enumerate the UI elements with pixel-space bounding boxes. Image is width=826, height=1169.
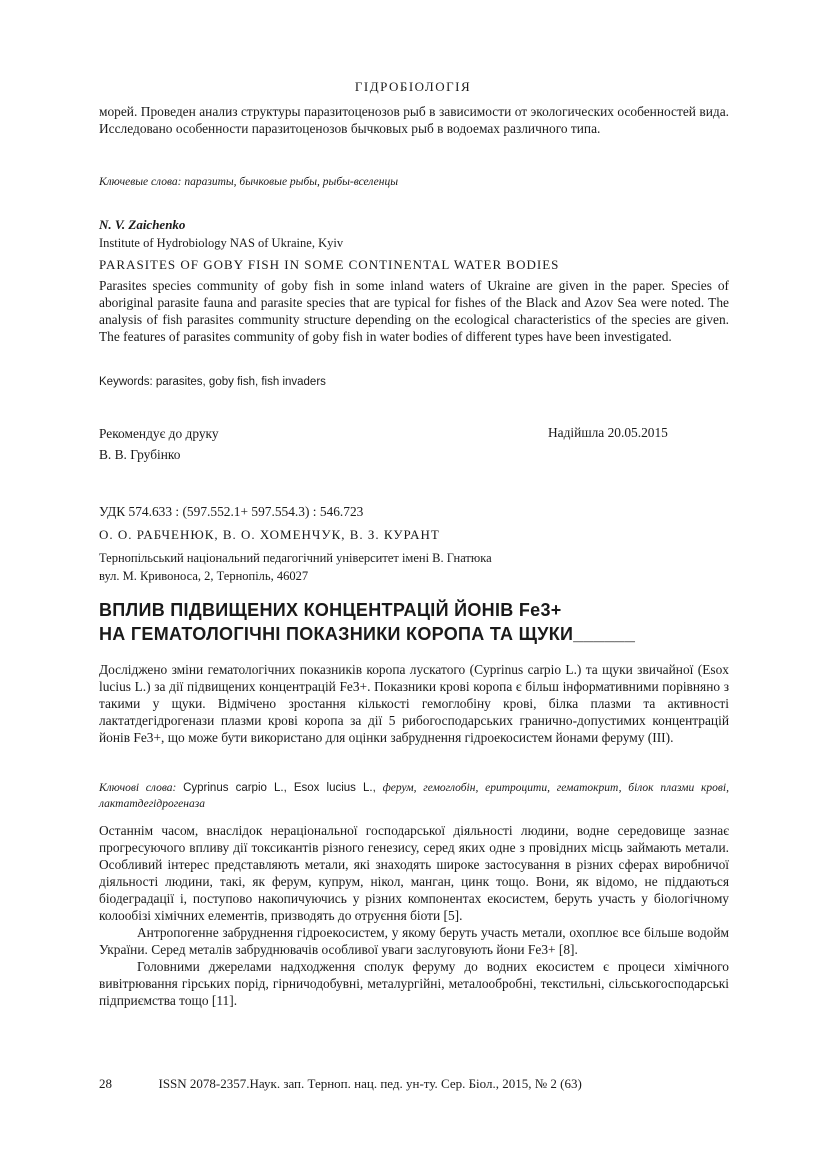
- body-paragraph-2: Антропогенне забруднення гідроекосистем, у якому беруть участь метали, охоплює все більше водойм України. Серед металів забруднювачів особливої уваги заслуговують йони Fe3+ [8].: [99, 925, 729, 957]
- article-title-line2: НА ГЕМАТОЛОГІЧНІ ПОКАЗНИКИ КОРОПА ТА ЩУКИ______: [99, 624, 636, 644]
- article-affiliation-2: вул. М. Кривоноса, 2, Тернопіль, 46027: [99, 569, 309, 583]
- body-paragraph-3: Головними джерелами надходження сполук феруму до водних екосистем є процеси хімічного вивітрювання гірських порід, гірничодобувні, металургійні, металообробні, текстильні, сільськогосподарські підприємства тощо [11].: [99, 959, 729, 1008]
- running-header: ГІДРОБІОЛОГІЯ: [354, 79, 472, 94]
- received-date: Надійшла 20.05.2015: [548, 425, 668, 440]
- article-affiliation-1: Тернопільський національний педагогічний університет імені В. Гнатюка: [99, 551, 492, 565]
- article-keywords: [99, 780, 729, 812]
- recommend-label: Рекомендує до друку: [99, 426, 219, 441]
- article-abstract: Досліджено зміни гематологічних показників коропа лускатого (Cyprinus carpio L.) та щуки звичайної (Esox lucius L.) за дії підвищених концентрацій Fe3+. Показники крові коропа є більш інформативними порівняно з такими у щуки. Відмічено зростання кількості гемоглобіну крові, білка плазми та активності лактатдегідрогенази плазми крові коропа за дії 5 рибогосподарських гранично-допустимих концентрацій йонів Fe3+, що може бути використано для оцінки забруднення гідроекосистем йонами феруму (ІІІ).: [99, 662, 729, 745]
- article-title: [99, 598, 729, 646]
- body-paragraph-1: Останнім часом, внаслідок нераціональної господарської діяльності людини, водне середовище зазнає прогресуючого впливу дії токсикантів різного генезису, серед яких одне з провідних місць займають метали. Особливий інтерес представляють метали, які знаходять широке застосування в різних сферах виробничої діяльності людини, такі, як ферум, купрум, нікол, манган, цинк тощо. Вони, як відомо, не піддаються біодеградації і, поступово накопичуючись у різних компонентах екосистем, беруть участь у біологічному колообізі хімічних елементів, призводять до отруєння біоти [5].: [99, 823, 729, 923]
- recommender: В. В. Грубінко: [99, 447, 181, 462]
- page-footer: [99, 1076, 582, 1092]
- prev-title-en: PARASITES OF GOBY FISH IN SOME CONTINENTAL WATER BODIES: [99, 257, 560, 272]
- prev-abstract-en: Parasites species community of goby fish in some inland waters of Ukraine are given in the paper. Species of aboriginal parasite fauna and parasite species that are typical for fishes of the Black and Azov Sea were noted. The analysis of fish parasites community structure depending on the ecological characteristics of the species are given. The features of parasites community of goby fish in water bodies of different types have been investigated.: [99, 278, 729, 344]
- article-authors: О. О. РАБЧЕНЮК, В. О. ХОМЕНЧУК, В. З. КУРАНТ: [99, 527, 440, 542]
- prev-author: N. V. Zaichenko: [99, 217, 186, 232]
- prev-keywords-en: Keywords: parasites, goby fish, fish invaders: [99, 376, 326, 388]
- keywords-species: Cyprinus carpio L., Esox lucius L.,: [183, 782, 376, 794]
- prev-abstract-tail: морей. Проведен анализ структуры паразитоценозов рыб в зависимости от экологических особенностей вида. Исследовано особенности паразитоценозов бычковых рыб в водоемах различного типа.: [99, 104, 729, 136]
- article-body: [99, 822, 729, 1009]
- prev-keywords-ru: Ключевые слова: паразиты, бычковые рыбы, рыбы-вселенцы: [99, 176, 398, 188]
- journal-citation: ISSN 2078-2357.Наук. зап. Терноп. нац. пед. ун-ту. Сер. Біол., 2015, № 2 (63): [158, 1076, 582, 1091]
- prev-affiliation: Institute of Hydrobiology NAS of Ukraine, Kyiv: [99, 236, 344, 250]
- keywords-rest: ферум, гемоглобін, еритроцити, гематокрит, білок плазми крові, лактатдегідрогеназа: [99, 782, 729, 810]
- article-title-line1: ВПЛИВ ПІДВИЩЕНИХ КОНЦЕНТРАЦІЙ ЙОНІВ Fe3+: [99, 600, 562, 620]
- keywords-label: Ключові слова:: [99, 782, 177, 794]
- udc-code: УДК 574.633 : (597.552.1+ 597.554.3) : 546.723: [99, 504, 364, 519]
- page-number: 28: [99, 1076, 112, 1091]
